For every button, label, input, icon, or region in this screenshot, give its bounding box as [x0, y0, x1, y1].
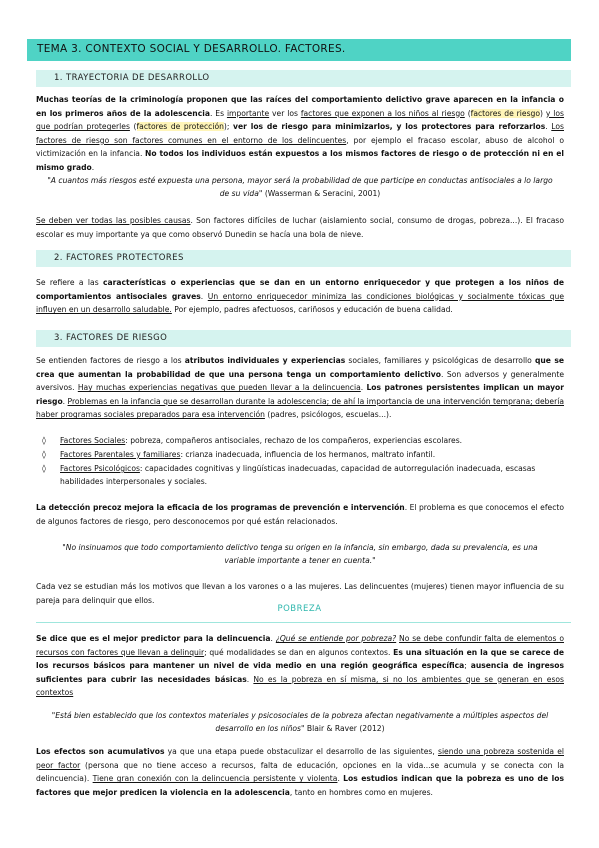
quote-text: "Está bien establecido que los contextos materiales y psicosociales de la pobreza afectan negativamente a múltiples aspectos del desarrollo en los niños": [51, 711, 549, 733]
bold-text: Es una situación en la que se carece de los recursos básicos para mantener un nivel de vida medio en una región geográfica específica: [36, 647, 565, 671]
text: .: [270, 634, 276, 643]
bold-text: ausencia de ingresos suficientes para cubrir las necesidades básicas: [36, 661, 564, 684]
bullet-text: : pobreza, compañeros antisociales, rechazo de los compañeros, experiencias escolares.: [125, 436, 463, 445]
paragraph-riesgo: [36, 354, 564, 422]
bold-text: No todos los individuos están expuestos a los mismos factores de riesgo o de protección ni en el mismo grado: [36, 149, 564, 172]
quote-infancia: [46, 542, 554, 567]
text: (padres, psicólogos, escuelas...).: [264, 410, 392, 420]
text: , por ejemplo el fracaso escolar, abuso de alcohol o victimización en la infancia.: [36, 135, 564, 159]
underlined-text: factores que exponen a los niños al riesgo: [300, 108, 465, 118]
text: , tanto en hombres como en mujeres.: [289, 787, 433, 797]
bullet-label: Factores Parentales y familiares: [60, 450, 181, 459]
bullet-text: : capacidades cognitivas y lingüísticas inadecuadas, capacidad de autorregulación inadecuada, escasas habilidades interpersonales y sociales.: [60, 464, 536, 486]
quote-wasserman: [46, 175, 554, 200]
text: (persona que no tiene acceso a recursos, falta de educación, opciones en la vida...se acumula y se conecta con la delincuencia).: [36, 760, 565, 784]
bold-text: Se dice que es el mejor predictor para la delincuencia: [36, 634, 271, 643]
text: Cada vez se estudian más los motivos que llevan a los varones o a las mujeres. Las delincuentes (mujeres) tienen mayor influencia de su pareja para delinquir que ellos.: [36, 582, 564, 605]
section-title: 3. FACTORES DE RIESGO: [54, 333, 168, 343]
text: (: [129, 122, 137, 132]
text: Por ejemplo, padres afectuosos, cariñosos y educación de buena calidad.: [171, 305, 453, 315]
bullet-label: Factores Sociales: [60, 436, 126, 445]
text: .: [246, 674, 254, 684]
text: . Son factores difíciles de luchar (aislamiento social, consumo de drogas, pobreza...). El fracaso escolar es muy importante ya que como observó Dunedin se hacía una bola de nieve.: [36, 216, 564, 239]
underlined-text: Problemas en la infancia que se desarrollan durante la adolescencia; de ahí la importancia de una intervención temprana; debería haber programas sociales preparados para esa intervención: [36, 396, 564, 420]
bold-text: Los estudios indican que la pobreza es uno de los factores que mejor predicen la violencia en la adolescencia: [36, 774, 564, 797]
diamond-bullet-icon: ◊: [42, 450, 46, 459]
text: .: [91, 162, 95, 172]
text: );: [223, 122, 234, 132]
text: . El problema es que conocemos el efecto de algunos factores de riesgo, pero desconocemos por qué están relacionados.: [36, 503, 564, 526]
text: . Es: [209, 108, 227, 118]
italic-question: ¿Qué se entiende por pobreza?: [275, 634, 397, 643]
underlined-text: Hay muchas experiencias negativas que pueden llevar a la delincuencia: [77, 383, 361, 393]
subsection-divider: [36, 622, 571, 623]
underlined-text: Se deben ver todas las posibles causas: [36, 216, 191, 225]
section-title: 2. FACTORES PROTECTORES: [54, 253, 184, 263]
section-header-protectores: [36, 250, 571, 267]
list-item: [42, 435, 560, 448]
bold-text: La detección precoz mejora la eficacia de los programas de prevención e intervención: [36, 503, 405, 512]
text: .: [337, 774, 344, 784]
title-banner: [27, 39, 571, 61]
paragraph-causas: [36, 214, 564, 241]
paragraph-efectos: [36, 745, 564, 799]
section-title: 1. TRAYECTORIA DE DESARROLLO: [54, 73, 210, 83]
bullet-text: : crianza inadecuada, influencia de los hermanos, maltrato infantil.: [180, 450, 436, 459]
paragraph-trayectoria: [36, 93, 564, 175]
underlined-text: siendo una pobreza sostenida el peor factor: [36, 747, 564, 770]
text: Se refiere a las: [36, 278, 104, 287]
bold-text: Muchas teorías de la criminología proponen que las raíces del comportamiento delictivo grave aparecen en la infancia o en los primeros años de la adolescencia: [36, 95, 564, 118]
bold-text: atributos individuales y experiencias: [184, 356, 346, 365]
paragraph-protectores: [36, 276, 564, 317]
underlined-text: Tiene gran conexión con la delincuencia persistente y violenta: [92, 774, 338, 784]
underlined-text: No es la pobreza en sí misma, si no los ambientes que se generan en esos contextos: [36, 674, 564, 698]
diamond-bullet-icon: ◊: [42, 436, 46, 445]
text: ver los: [269, 108, 301, 118]
document-title: TEMA 3. CONTEXTO SOCIAL Y DESARROLLO. FACTORES.: [37, 43, 346, 55]
text: sociales, familiares y psicológicas de desarrollo: [345, 356, 535, 365]
text: .: [62, 396, 68, 406]
underlined-text: No se debe confundir falta de elementos o recursos con factores que llevan a delinquir: [36, 634, 564, 657]
list-item: [42, 463, 560, 488]
underlined-text: y los que podrían protegerles: [36, 108, 565, 132]
section-header-riesgo: [36, 330, 571, 347]
quote-text: "A cuantos más riesgos esté expuesta una persona, mayor será la probabilidad de que participe en conductas antisociales a lo largo de su vida": [47, 176, 553, 198]
bullet-label: Factores Psicológicos: [60, 464, 140, 473]
text: ; qué modalidades se dan en algunos contextos.: [204, 647, 394, 657]
text: (: [464, 108, 471, 118]
text: ): [540, 108, 546, 118]
paragraph-deteccion: [36, 501, 564, 528]
text: ya que una etapa puede obstaculizar el desarrollo de las siguientes,: [164, 747, 438, 756]
diamond-bullet-icon: ◊: [42, 464, 46, 473]
quote-citation: Blair & Raver (2012): [304, 723, 385, 733]
bold-text: ver los de riesgo para minimizarlos, y los protectores para reforzarlos: [233, 122, 546, 132]
quote-text: "No insinuamos que todo comportamiento delictivo tenga su origen en la infancia, sin embargo, dada su prevalencia, es una variable importante a tener en cuenta.": [62, 543, 538, 565]
text: .: [545, 122, 552, 132]
quote-blair-raver: [46, 710, 554, 735]
subsection-title-pobreza: POBREZA: [277, 604, 322, 614]
text: .: [360, 383, 367, 393]
text: Se entienden factores de riesgo a los: [36, 356, 185, 365]
highlighted-text: factores de protección: [136, 122, 224, 132]
section-header-trayectoria: [36, 70, 571, 87]
text: ;: [464, 661, 471, 671]
quote-citation: (Wasserman & Seracini, 2001): [262, 188, 381, 198]
list-item: [42, 449, 560, 462]
underlined-text: importante: [226, 108, 270, 118]
highlighted-text: factores de riesgo: [470, 108, 541, 118]
bold-text: características o experiencias que se dan en un entorno enriquecedor y que protegen a los niños de comportamientos antisociales graves: [36, 278, 564, 301]
text: .: [200, 291, 208, 301]
bold-text: Los efectos son acumulativos: [36, 747, 165, 756]
bold-text: que se crea que aumentan la probabilidad de que una persona tenga un comportamiento delictivo: [36, 356, 565, 379]
underlined-text: Un entorno enriquecedor minimiza las condiciones biológicas y socialmente tóxicas que influyen en un desarrollo saludable.: [36, 291, 565, 315]
paragraph-pobreza: [36, 632, 564, 700]
underlined-text: Los factores de riesgo son factores comunes en el entorno de los delincuentes: [36, 122, 564, 145]
text: . Son adversos y generalmente aversivos.: [36, 369, 565, 393]
bold-text: Los patrones persistentes implican un mayor riesgo: [36, 383, 565, 406]
